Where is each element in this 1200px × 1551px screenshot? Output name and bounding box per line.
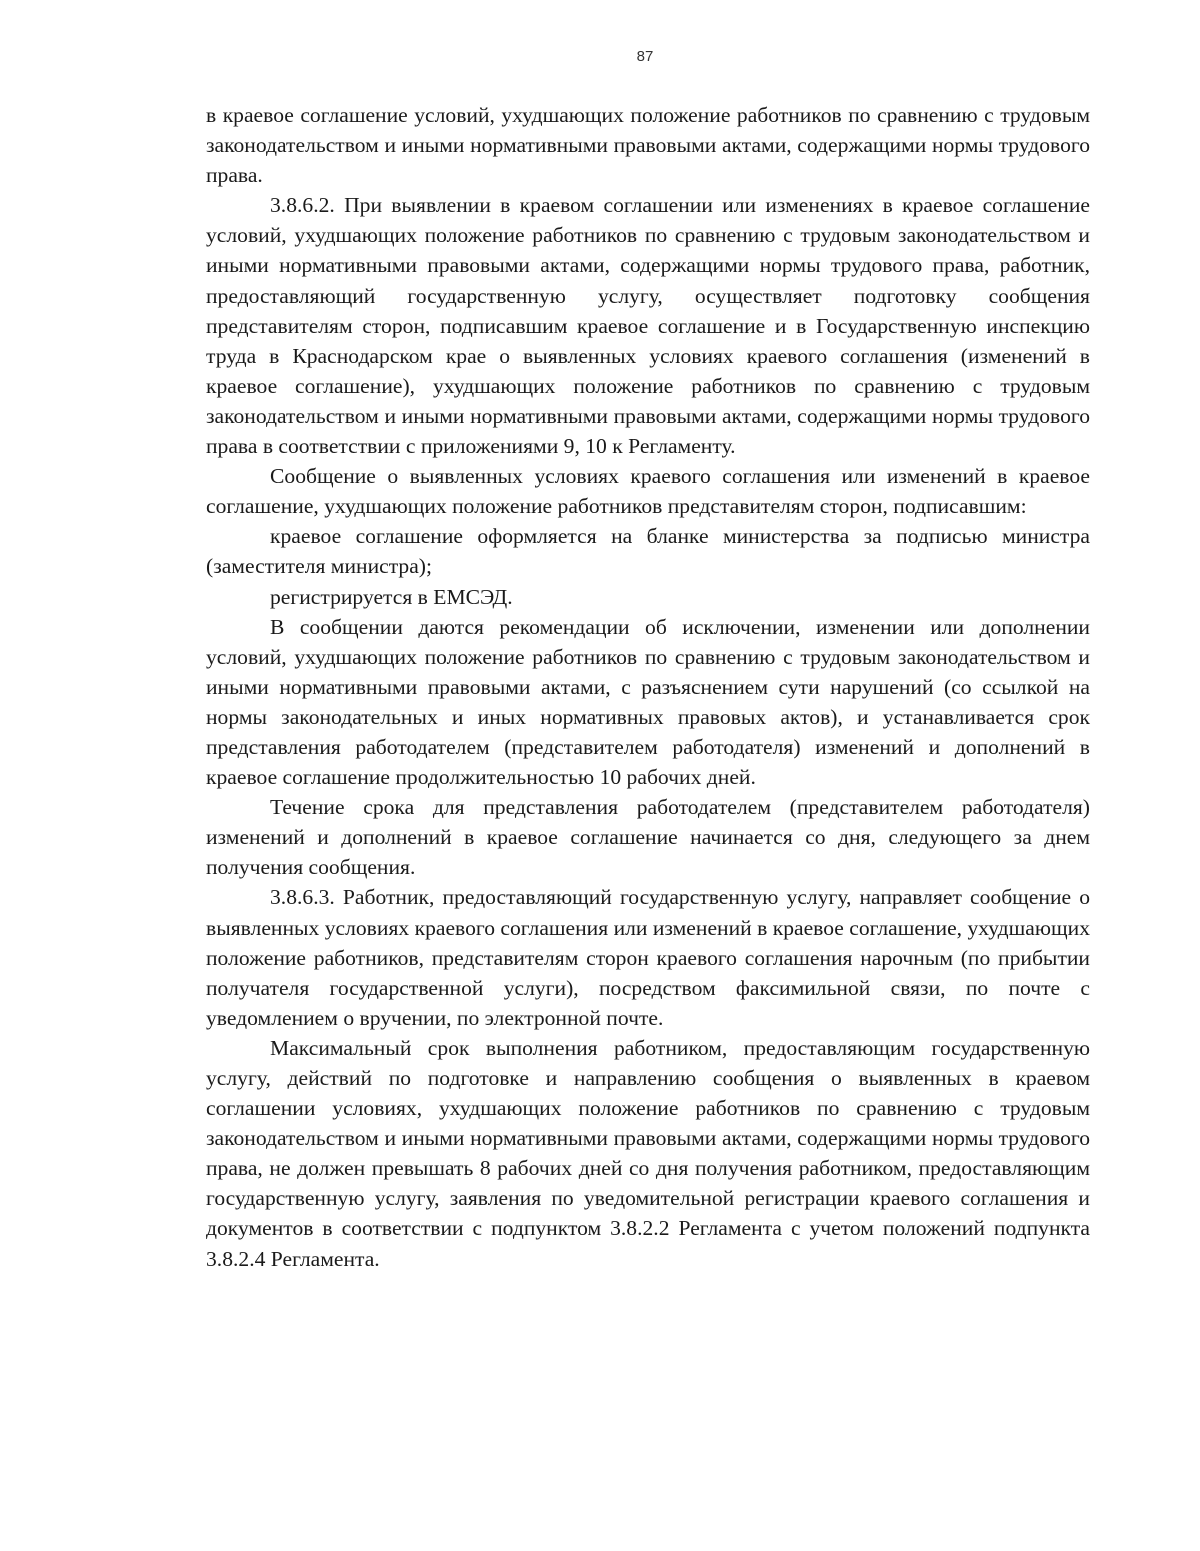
paragraph-max-term: Максимальный срок выполнения работником, предоставляющим государственную услугу, действий по подготовке и направлению сообщения о выявленных в краевом соглашении условиях, ухудшающих положение работников по сравнению с трудовым законодательством и иными нормативными правовыми актами, содержащими нормы трудового права, не должен превышать 8 рабочих дней со дня получения работником, предоставляющим государственную услугу, заявления по уведомительной регистрации краевого соглашения и документов в соответствии с подпунктом 3.8.2.2 Регламента с учетом положений подпункта 3.8.2.4 Регламента. [206, 1035, 1090, 1271]
paragraph-3-8-6-3: 3.8.6.3. Работник, предоставляющий государственную услугу, направляет сообщение о выявленных условиях краевого соглашения или изменений в краевое соглашение, ухудшающих положение работников, представителям сторон краевого соглашения нарочным (по прибытии получателя государственной услуги), посредством факсимильной связи, по почте с уведомлением о вручении, по электронной почте. [206, 885, 1090, 1030]
paragraph-registration: регистрируется в ЕМСЭД. [270, 584, 513, 609]
paragraph-recommendations: В сообщении даются рекомендации об исключении, изменении или дополнении условий, ухудшающих положение работников по сравнению с трудовым законодательством и иными нормативными правовыми актами, с разъяснением сути нарушений (со ссылкой на нормы законодательных и иных нормативных правовых актов), и устанавливается срок представления работодателем (представителем работодателя) изменений и дополнений в краевое соглашение продолжительностью 10 рабочих дней. [206, 614, 1090, 790]
paragraph-continuation: в краевое соглашение условий, ухудшающих положение работников по сравнению с трудовым законодательством и иными нормативными правовыми актами, содержащими нормы трудового права. [206, 103, 1090, 188]
document-body [206, 100, 1090, 1274]
page-number: 87 [636, 48, 654, 65]
paragraph-message-signatories: Сообщение о выявленных условиях краевого соглашения или изменений в краевое соглашение, ухудшающих положение работников представителям сторон, подписавшим: [206, 464, 1090, 519]
paragraph-3-8-6-2: 3.8.6.2. При выявлении в краевом соглашении или изменениях в краевое соглашение условий, ухудшающих положение работников по сравнению с трудовым законодательством и иными нормативными правовыми актами, содержащими нормы трудового права, работник, предоставляющий государственную услугу, осуществляет подготовку сообщения представителям сторон, подписавшим краевое соглашение и в Государственную инспекцию труда в Краснодарском крае о выявленных условиях краевого соглашения (изменений в краевое соглашение), ухудшающих положение работников по сравнению с трудовым законодательством и иными нормативными правовыми актами, содержащими нормы трудового права в соответствии с приложениями 9, 10 к Регламенту. [206, 193, 1090, 459]
paragraph-term-start: Течение срока для представления работодателем (представителем работодателя) изменений и дополнений в краевое соглашение начинается со дня, следующего за днем получения сообщения. [206, 795, 1090, 880]
paragraph-ministry-letterhead: краевое соглашение оформляется на бланке министерства за подписью министра (заместителя министра); [206, 524, 1090, 579]
